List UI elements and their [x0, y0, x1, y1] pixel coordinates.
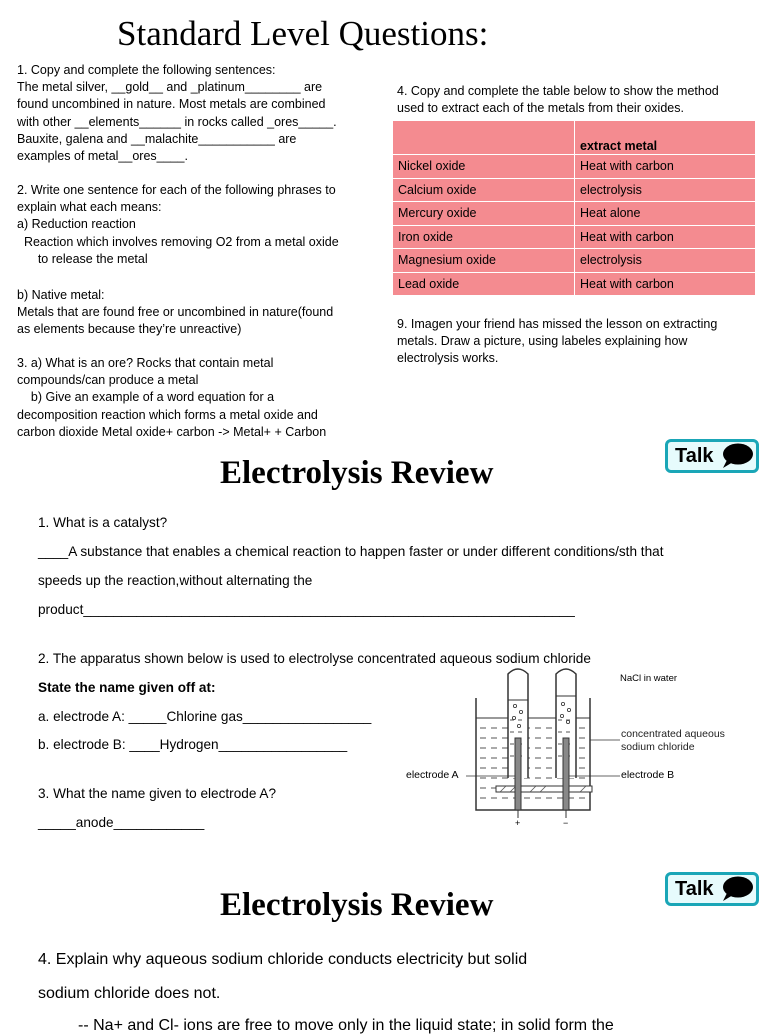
table-row — [393, 272, 756, 296]
q2-line: 2. Write one sentence for each of the following phrases to — [17, 183, 336, 197]
q2-bold-text: State the name given off at: — [38, 680, 216, 695]
q4-line: 4. Copy and complete the table below to show the method — [397, 84, 719, 98]
q3-line: compounds/can produce a metal — [17, 373, 199, 388]
speech-bubble-icon — [719, 875, 755, 903]
a2-line-a: a. electrode A: _____Chlorine gas_________________ — [38, 709, 372, 724]
q1-line: Bauxite, galena and __malachite___________ are — [17, 131, 297, 146]
q9-line: 9. Imagen your friend has missed the lesson on extracting — [397, 317, 718, 331]
concentrated-label-2: sodium chloride — [621, 741, 695, 753]
table-row — [393, 202, 756, 226]
table-cell: Calcium oxide — [393, 178, 575, 202]
question-1 — [17, 62, 337, 165]
table-cell: Heat with carbon — [575, 225, 756, 249]
electrode-a — [515, 738, 521, 810]
q3-line: 3. a) What is an ore? Rocks that contain metal — [17, 356, 274, 370]
a1-line-2: speeds up the reaction,without alternating the — [38, 573, 313, 588]
q1-line: examples of metal__ores____. — [17, 149, 188, 164]
a1-line-1: ____A substance that enables a chemical reaction to happen faster or under different conditions/sth that — [38, 544, 664, 559]
plus-sign: + — [515, 818, 521, 828]
a2-line-b: b. electrode B: ____Hydrogen_________________ — [38, 737, 348, 752]
question-2 — [17, 182, 339, 268]
q4-line-1: 4. Explain why aqueous sodium chloride conducts electricity but solid — [38, 951, 528, 968]
table-cell: Heat with carbon — [575, 155, 756, 179]
q3-line: b) Give an example of a word equation for a — [17, 390, 275, 405]
talk-button[interactable] — [665, 872, 759, 906]
q2b-line: as elements because they’re unreactive) — [17, 322, 242, 337]
electrolysis-apparatus-diagram — [400, 660, 760, 830]
extraction-table — [392, 120, 756, 296]
q1-line: The metal silver, __gold__ and _platinum________ are — [17, 80, 323, 95]
minus-sign: − — [563, 818, 569, 828]
a1-line-3: product_________________________________________________________________ — [38, 602, 575, 617]
page-title: Standard Level Questions: — [117, 14, 489, 53]
table-header-row — [393, 121, 756, 155]
q3-line: carbon dioxide Metal oxide+ carbon -> Metal+ + Carbon — [17, 424, 327, 439]
electrode-a-label: electrode A — [406, 769, 459, 781]
speech-bubble-icon — [719, 442, 755, 470]
table-cell: Heat alone — [575, 202, 756, 226]
q2b-line: b) Native metal: — [17, 288, 105, 302]
table-row — [393, 249, 756, 273]
q9-line: metals. Draw a picture, using labeles explaining how — [397, 334, 688, 349]
q3-text: 3. What the name given to electrode A? — [38, 786, 277, 801]
q4-line-2: sodium chloride does not. — [38, 985, 221, 1002]
table-cell: electrolysis — [575, 249, 756, 273]
q2-line: a) Reduction reaction — [17, 217, 136, 232]
talk-label: Talk — [675, 877, 714, 900]
electrode-b-label: electrode B — [621, 769, 675, 781]
table-cell: Mercury oxide — [393, 202, 575, 226]
electrode-b — [563, 738, 569, 810]
q1-line: with other __elements______ in rocks called _ores_____. — [17, 114, 337, 129]
table-row — [393, 178, 756, 202]
question-2b — [17, 287, 333, 339]
q1-line: found uncombined in nature. Most metals are combined — [17, 97, 326, 112]
table-header-cell — [393, 121, 575, 155]
concentrated-label-1: concentrated aqueous — [621, 728, 725, 740]
table-header-cell: extract metal — [575, 121, 756, 155]
question-9 — [397, 316, 717, 368]
q1-text: 1. What is a catalyst? — [38, 515, 168, 530]
q2-line: Reaction which involves removing O2 from a metal oxide — [17, 234, 339, 249]
table-cell: electrolysis — [575, 178, 756, 202]
section-title: Electrolysis Review — [220, 455, 494, 491]
section-title: Electrolysis Review — [220, 887, 494, 923]
q4-line: used to extract each of the metals from their oxides. — [397, 101, 684, 116]
q2-line: explain what each means: — [17, 200, 162, 215]
q3-line: decomposition reaction which forms a metal oxide and — [17, 407, 318, 422]
q9-line: electrolysis works. — [397, 351, 499, 366]
table-row — [393, 155, 756, 179]
question-3 — [17, 355, 377, 439]
talk-label: Talk — [675, 444, 714, 467]
table-cell: Magnesium oxide — [393, 249, 575, 273]
table-cell: Heat with carbon — [575, 272, 756, 296]
q1-line: 1. Copy and complete the following sentences: — [17, 63, 276, 77]
q2-text: 2. The apparatus shown below is used to electrolyse concentrated aqueous sodium chloride — [38, 651, 591, 666]
table-cell: Iron oxide — [393, 225, 575, 249]
table-row — [393, 225, 756, 249]
q4-line-3: -- Na+ and Cl- ions are free to move only in the liquid state; in solid form the — [38, 1017, 614, 1034]
q2b-line: Metals that are found free or uncombined in nature(found — [17, 305, 334, 320]
a3-line: _____anode____________ — [38, 815, 205, 830]
nacl-label: NaCl in water — [620, 673, 678, 684]
table-cell: Lead oxide — [393, 272, 575, 296]
q2-line: to release the metal — [17, 251, 148, 266]
table-cell: Nickel oxide — [393, 155, 575, 179]
talk-button[interactable] — [665, 439, 759, 473]
question-4 — [397, 83, 719, 117]
